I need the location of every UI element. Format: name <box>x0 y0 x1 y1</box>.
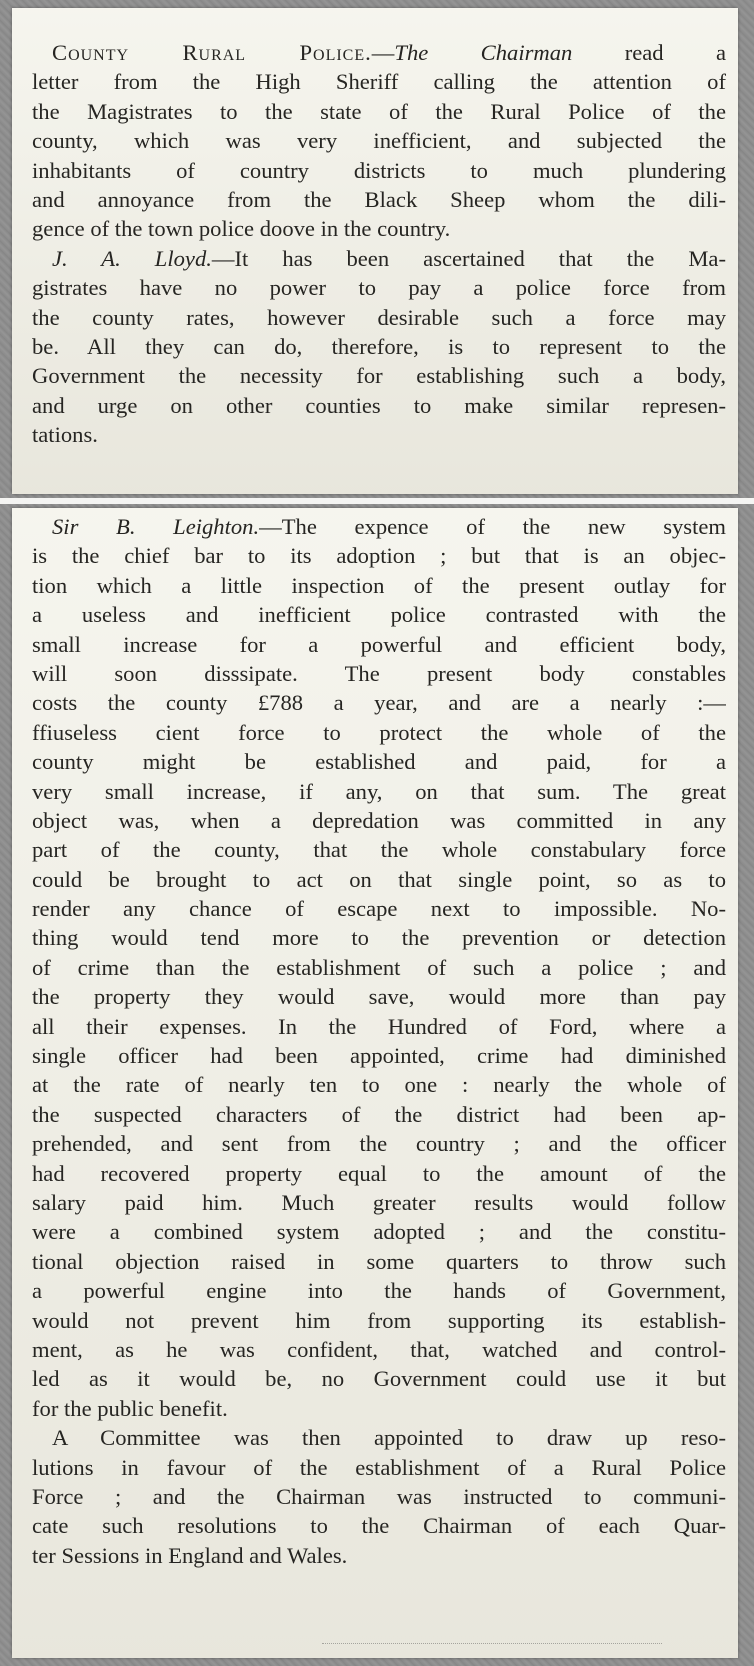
line-text: be. All they can do, therefore, is to represent to the <box>32 333 726 359</box>
line-text: will soon disssipate. The present body constables <box>32 660 726 686</box>
line-text: —The expence of the new system <box>259 514 726 539</box>
text-line <box>32 571 726 600</box>
text-line <box>32 1423 726 1452</box>
line-text: had recovered property equal to the amount of the <box>32 1160 726 1186</box>
text-line <box>32 600 726 629</box>
text-line <box>32 982 726 1011</box>
text-line <box>32 126 726 155</box>
text-line <box>32 185 726 214</box>
newspaper-clipping-top <box>12 8 738 494</box>
line-text: Government the necessity for establishing such a body, <box>32 363 726 389</box>
line-text: led as it would be, no Government could use it but <box>32 1366 726 1392</box>
line-text: tion which a little inspection of the present outlay for <box>32 572 726 598</box>
line-text: lutions in favour of the establishment of a Rural Police <box>32 1454 726 1480</box>
line-text: letter from the High Sheriff calling the attention of <box>32 69 726 95</box>
line-text: a useless and inefficient police contrasted with the <box>32 602 726 628</box>
text-line <box>32 1012 726 1041</box>
line-text: read a <box>572 40 726 65</box>
text-line <box>32 361 726 390</box>
article-heading: County Rural Police. <box>52 40 372 65</box>
line-text: tional objection raised in some quarters to throw such <box>32 1248 726 1274</box>
line-text: for the public benefit. <box>32 1395 228 1421</box>
speaker-name: J. A. Lloyd. <box>52 245 212 271</box>
newspaper-clipping-bottom <box>12 508 738 1658</box>
text-line <box>32 865 726 894</box>
line-text: the suspected characters of the district had been ap- <box>32 1101 726 1127</box>
text-line <box>32 391 726 420</box>
text-line <box>32 1335 726 1364</box>
line-text: thing would tend more to the prevention or detection <box>32 925 726 951</box>
line-text: the property they would save, would more than pay <box>32 984 726 1010</box>
line-text: of crime than the establishment of such a police ; and <box>32 954 726 980</box>
text-line <box>32 1482 726 1511</box>
line-text: object was, when a depredation was committed in any <box>32 807 726 833</box>
text-line <box>32 1306 726 1335</box>
text-line <box>32 1217 726 1246</box>
line-text: salary paid him. Much greater results would follow <box>32 1189 726 1215</box>
text-line <box>32 1247 726 1276</box>
line-text: render any chance of escape next to impossible. No- <box>32 896 726 922</box>
text-line <box>32 214 726 243</box>
text-line <box>32 718 726 747</box>
text-line <box>32 244 726 273</box>
line-text: tations. <box>32 422 98 448</box>
text-line <box>32 894 726 923</box>
text-line <box>32 923 726 952</box>
line-text: a powerful engine into the hands of Government, <box>32 1278 726 1304</box>
line-text: and annoyance from the Black Sheep whom the dili- <box>32 186 726 212</box>
clipping-bottom-text <box>32 512 726 1570</box>
text-line <box>32 332 726 361</box>
text-line <box>32 1276 726 1305</box>
line-text: inhabitants of country districts to much plundering <box>32 157 726 183</box>
text-line <box>32 1453 726 1482</box>
text-line <box>32 953 726 982</box>
line-text: all their expenses. In the Hundred of Ford, where a <box>32 1013 726 1039</box>
text-line <box>32 512 726 541</box>
text-line <box>32 1070 726 1099</box>
line-text: cate such resolutions to the Chairman of each Quar- <box>32 1513 726 1539</box>
line-text: very small increase, if any, on that sum. The great <box>32 778 726 804</box>
line-text: ment, as he was confident, that, watched and control- <box>32 1336 726 1362</box>
text-line <box>32 541 726 570</box>
text-line <box>32 747 726 776</box>
line-text: could be brought to act on that single point, so as to <box>32 866 726 892</box>
line-text: part of the county, that the whole constabulary force <box>32 837 726 863</box>
line-text: were a combined system adopted ; and the constitu- <box>32 1219 726 1245</box>
text-line <box>32 67 726 96</box>
text-line <box>32 156 726 185</box>
text-line <box>32 1041 726 1070</box>
text-line <box>32 1364 726 1393</box>
line-text: Force ; and the Chairman was instructed to communi- <box>32 1483 726 1509</box>
text-line <box>32 659 726 688</box>
text-line <box>32 1129 726 1158</box>
text-line <box>32 97 726 126</box>
text-line <box>32 1541 726 1570</box>
line-text: A Committee was then appointed to draw up reso- <box>52 1425 726 1451</box>
line-text: the county rates, however desirable such a force may <box>32 304 726 330</box>
torn-edge-marks <box>322 1643 662 1654</box>
text-line <box>32 1511 726 1540</box>
line-text: is the chief bar to its adoption ; but that is an objec- <box>32 543 726 569</box>
text-line <box>32 420 726 449</box>
speaker-name: The Chairman <box>394 40 573 65</box>
text-line <box>32 777 726 806</box>
text-line <box>32 303 726 332</box>
clipping-top-text <box>32 38 726 449</box>
line-text: single officer had been appointed, crime had diminished <box>32 1043 726 1069</box>
text-line <box>32 806 726 835</box>
text-line <box>32 1394 726 1423</box>
line-text: gistrates have no power to pay a police force from <box>32 275 726 301</box>
text-line <box>32 1100 726 1129</box>
line-text: county might be established and paid, for a <box>32 749 726 775</box>
text-line <box>32 1188 726 1217</box>
line-text: gence of the town police doove in the country. <box>32 216 451 242</box>
line-text: would not prevent him from supporting its establish- <box>32 1307 726 1333</box>
text-line <box>32 273 726 302</box>
line-text: ffiuseless cient force to protect the whole of the <box>32 719 726 745</box>
text-line <box>32 688 726 717</box>
text-line <box>32 38 726 67</box>
line-text: prehended, and sent from the country ; and the officer <box>32 1131 726 1157</box>
line-text: the Magistrates to the state of the Rural Police of the <box>32 98 726 124</box>
line-text: and urge on other counties to make similar represen- <box>32 392 726 418</box>
line-text: costs the county £788 a year, and are a nearly :— <box>32 690 726 716</box>
line-text: —It has been ascertained that the Ma- <box>211 245 726 271</box>
speaker-name: Sir B. Leighton. <box>52 514 260 539</box>
line-text: small increase for a powerful and efficient body, <box>32 631 726 657</box>
line-text: at the rate of nearly ten to one : nearly the whole of <box>32 1072 726 1098</box>
text-line <box>32 630 726 659</box>
line-text: ter Sessions in England and Wales. <box>32 1542 348 1568</box>
text-line <box>32 1159 726 1188</box>
text-line <box>32 835 726 864</box>
line-text: county, which was very inefficient, and subjected the <box>32 128 726 154</box>
heading-dash: — <box>371 40 395 65</box>
scan-divider <box>0 498 754 504</box>
